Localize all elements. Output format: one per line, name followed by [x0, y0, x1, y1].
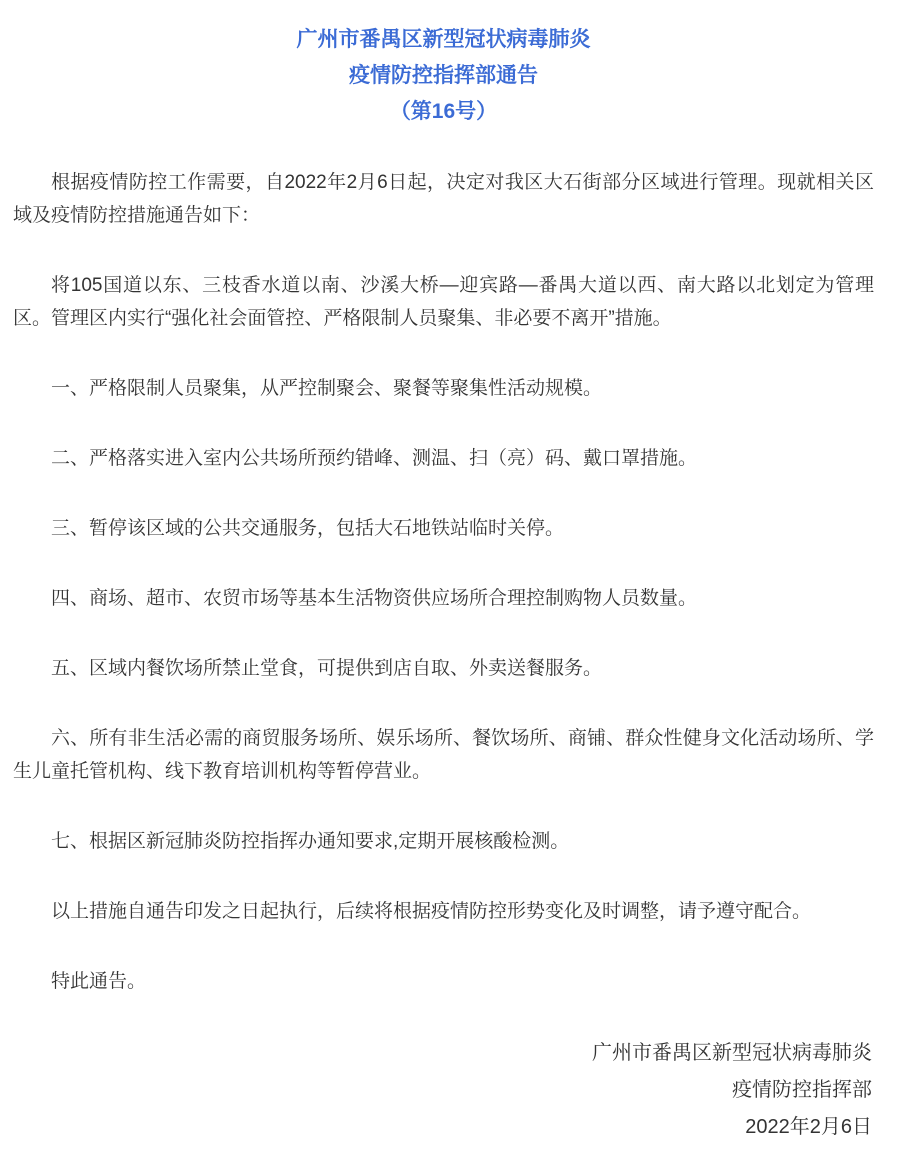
document-title	[13, 22, 874, 130]
zone-definition-paragraph: 将105国道以东、三枝香水道以南、沙溪大桥—迎宾路—番禺大道以西、南大路以北划定为管理区。管理区内实行“强化社会面管控、严格限制人员聚集、非必要不离开”措施。	[13, 275, 874, 329]
signature-org-line-1: 广州市番禺区新型冠状病毒肺炎	[592, 1042, 872, 1064]
closing-paragraph: 以上措施自通告印发之日起执行，后续将根据疫情防控形势变化及时调整，请予遵守配合。	[51, 901, 812, 922]
measure-item-6: 六、所有非生活必需的商贸服务场所、娱乐场所、餐饮场所、商铺、群众性健身文化活动场所、学生儿童托管机构、线下教育培训机构等暂停营业。	[13, 728, 874, 782]
title-number: （第16号）	[389, 100, 498, 123]
document-body	[13, 166, 874, 1146]
measure-item-4: 四、商场、超市、农贸市场等基本生活物资供应场所合理控制购物人员数量。	[51, 588, 698, 609]
intro-paragraph: 根据疫情防控工作需要，自2022年2月6日起，决定对我区大石街部分区域进行管理。现就相关区域及疫情防控措施通告如下：	[13, 172, 874, 226]
measure-item-3: 三、暂停该区域的公共交通服务，包括大石地铁站临时关停。	[51, 518, 565, 539]
measure-item-7: 七、根据区新冠肺炎防控指挥办通知要求,定期开展核酸检测。	[51, 831, 570, 852]
signature-block	[13, 1035, 874, 1146]
measure-item-2: 二、严格落实进入室内公共场所预约错峰、测温、扫（亮）码、戴口罩措施。	[51, 448, 698, 469]
signature-org-line-2: 疫情防控指挥部	[732, 1079, 872, 1101]
measure-item-1: 一、严格限制人员聚集，从严控制聚会、聚餐等聚集性活动规模。	[51, 378, 603, 399]
measure-item-5: 五、区域内餐饮场所禁止堂食，可提供到店自取、外卖送餐服务。	[51, 658, 603, 679]
hereby-notice-line: 特此通告。	[51, 971, 147, 992]
title-line-2: 疫情防控指挥部通告	[349, 64, 538, 87]
signature-date: 2022年2月6日	[745, 1116, 872, 1138]
title-line-1: 广州市番禺区新型冠状病毒肺炎	[296, 28, 591, 51]
